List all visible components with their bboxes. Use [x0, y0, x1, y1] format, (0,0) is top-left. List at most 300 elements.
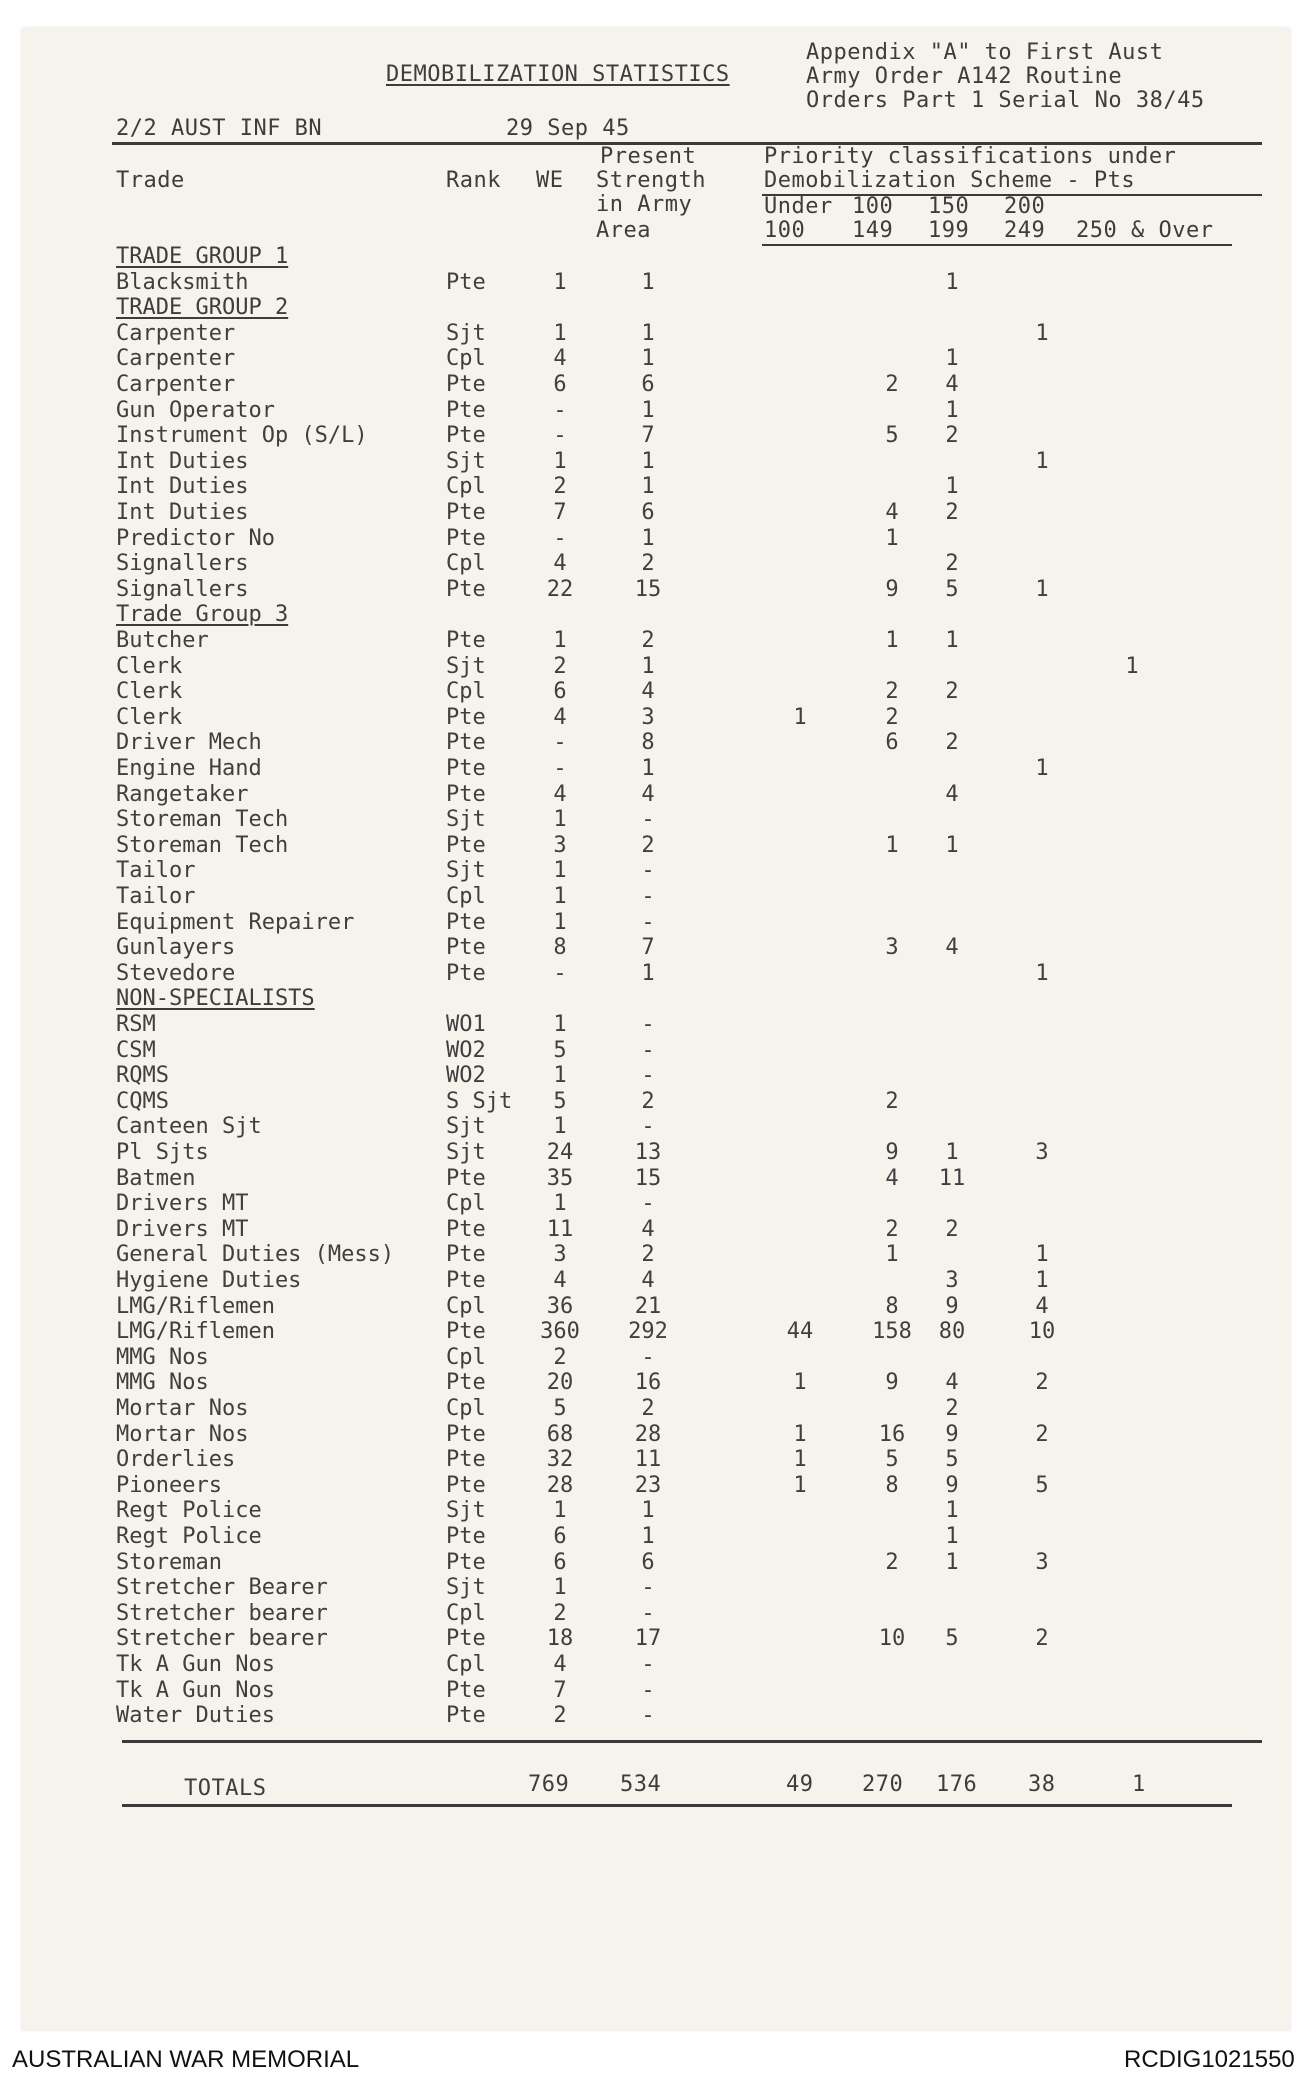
cell-we: 3 — [553, 1242, 567, 1267]
cell-we: 1 — [553, 1575, 567, 1600]
cell-band-3: 9 — [945, 1473, 959, 1498]
cell-rank: Pte — [446, 1268, 486, 1293]
cell-rank: Pte — [446, 270, 486, 295]
cell-band-2: 1 — [885, 833, 899, 858]
group-heading: Trade Group 3 — [116, 602, 289, 627]
cell-present: 3 — [641, 705, 655, 730]
cell-band-2: 5 — [885, 423, 899, 448]
table-row — [0, 884, 1313, 910]
cell-trade: Hygiene Duties — [116, 1268, 302, 1293]
cell-band-3: 5 — [945, 1447, 959, 1472]
cell-present: - — [641, 858, 655, 883]
cell-present: 4 — [641, 782, 655, 807]
cell-trade: Mortar Nos — [116, 1422, 249, 1447]
cell-rank: Cpl — [446, 346, 486, 371]
cell-rank: Pte — [446, 1473, 486, 1498]
cell-band-2: 2 — [885, 1217, 899, 1242]
cell-band-4: 3 — [1035, 1550, 1049, 1575]
cell-trade: Gun Operator — [116, 398, 275, 423]
cell-band-3: 4 — [945, 935, 959, 960]
cell-present: 6 — [641, 500, 655, 525]
footer-id: RCDIG1021550 — [1124, 2046, 1295, 2073]
band-2-bottom: 149 — [852, 218, 894, 243]
cell-trade: Storeman Tech — [116, 807, 289, 832]
totals-band-4: 38 — [1028, 1772, 1056, 1797]
cell-rank: Cpl — [446, 1652, 486, 1677]
cell-rank: WO1 — [446, 1012, 486, 1037]
cell-rank: Pte — [446, 961, 486, 986]
table-row — [0, 756, 1313, 782]
cell-rank: Pte — [446, 1166, 486, 1191]
cell-we: 1 — [553, 884, 567, 909]
cell-present: - — [641, 1652, 655, 1677]
table-row — [0, 1217, 1313, 1243]
table-row — [0, 1012, 1313, 1038]
cell-band-3: 11 — [938, 1166, 966, 1191]
cell-trade: Tk A Gun Nos — [116, 1678, 275, 1703]
cell-band-2: 2 — [885, 679, 899, 704]
table-row — [0, 398, 1313, 424]
table-row — [0, 1652, 1313, 1678]
cell-present: - — [641, 1114, 655, 1139]
cell-we: 2 — [553, 654, 567, 679]
cell-band-4: 1 — [1035, 321, 1049, 346]
cell-trade: Mortar Nos — [116, 1396, 249, 1421]
cell-band-2: 8 — [885, 1294, 899, 1319]
cell-trade: Carpenter — [116, 321, 236, 346]
cell-we: 6 — [553, 1524, 567, 1549]
cell-band-3: 2 — [945, 500, 959, 525]
cell-we: 7 — [553, 500, 567, 525]
band-1-top: Under — [764, 194, 833, 219]
cell-band-4: 2 — [1035, 1626, 1049, 1651]
cell-band-2: 5 — [885, 1447, 899, 1472]
cell-trade: Storeman — [116, 1550, 222, 1575]
cell-band-3: 1 — [945, 1498, 959, 1523]
cell-rank: WO2 — [446, 1038, 486, 1063]
cell-rank: Pte — [446, 423, 486, 448]
cell-trade: Instrument Op (S/L) — [116, 423, 368, 448]
cell-rank: Sjt — [446, 1114, 486, 1139]
cell-trade: Int Duties — [116, 474, 249, 499]
cell-rank: Cpl — [446, 1601, 486, 1626]
cell-band-4: 1 — [1035, 1242, 1049, 1267]
cell-band-4: 1 — [1035, 449, 1049, 474]
table-row — [0, 1524, 1313, 1550]
table-row — [0, 1498, 1313, 1524]
cell-present: - — [641, 1038, 655, 1063]
table-row — [0, 1268, 1313, 1294]
table-row — [0, 1396, 1313, 1422]
table-row — [0, 321, 1313, 347]
cell-trade: General Duties (Mess) — [116, 1242, 395, 1267]
group-heading: TRADE GROUP 2 — [116, 295, 289, 320]
cell-present: 1 — [641, 1498, 655, 1523]
cell-trade: Tailor — [116, 884, 196, 909]
cell-band-3: 1 — [945, 1524, 959, 1549]
cell-present: 1 — [641, 270, 655, 295]
cell-band-4: 5 — [1035, 1473, 1049, 1498]
table-row — [0, 346, 1313, 372]
group-heading: TRADE GROUP 1 — [116, 244, 289, 269]
cell-we: 4 — [553, 346, 567, 371]
cell-present: - — [641, 1063, 655, 1088]
totals-we: 769 — [528, 1772, 570, 1797]
table-row — [0, 1038, 1313, 1064]
table-row — [0, 1063, 1313, 1089]
appendix-line-3: Orders Part 1 Serial No 38/45 — [806, 88, 1205, 113]
cell-present: 28 — [634, 1422, 662, 1447]
cell-we: - — [553, 423, 567, 448]
cell-band-3: 1 — [945, 833, 959, 858]
cell-band-2: 2 — [885, 705, 899, 730]
cell-rank: Pte — [446, 730, 486, 755]
cell-we: 24 — [546, 1140, 574, 1165]
cell-band-3: 2 — [945, 423, 959, 448]
cell-we: - — [553, 756, 567, 781]
cell-rank: Pte — [446, 526, 486, 551]
cell-band-4: 2 — [1035, 1422, 1049, 1447]
cell-we: - — [553, 961, 567, 986]
appendix-line-2: Army Order A142 Routine — [806, 64, 1123, 89]
cell-present: 1 — [641, 654, 655, 679]
band-4-top: 200 — [1004, 194, 1046, 219]
table-row — [0, 679, 1313, 705]
cell-trade: Clerk — [116, 654, 183, 679]
cell-band-2: 9 — [885, 1140, 899, 1165]
cell-band-3: 1 — [945, 1140, 959, 1165]
cell-present: 7 — [641, 423, 655, 448]
cell-rank: Sjt — [446, 807, 486, 832]
cell-band-2: 9 — [885, 1370, 899, 1395]
table-row — [0, 782, 1313, 808]
cell-rank: WO2 — [446, 1063, 486, 1088]
cell-trade: Tk A Gun Nos — [116, 1652, 275, 1677]
cell-rank: Pte — [446, 1626, 486, 1651]
table-row — [0, 1473, 1313, 1499]
cell-rank: Cpl — [446, 679, 486, 704]
cell-we: 2 — [553, 1601, 567, 1626]
cell-trade: Batmen — [116, 1166, 196, 1191]
cell-present: - — [641, 1575, 655, 1600]
cell-band-3: 2 — [945, 1217, 959, 1242]
cell-present: 1 — [641, 398, 655, 423]
table-row — [0, 1140, 1313, 1166]
cell-band-2: 158 — [872, 1319, 912, 1344]
band-2-top: 100 — [852, 194, 894, 219]
table-row — [0, 807, 1313, 833]
cell-trade: Gunlayers — [116, 935, 236, 960]
cell-present: 1 — [641, 1524, 655, 1549]
cell-trade: Stretcher Bearer — [116, 1575, 328, 1600]
cell-present: 7 — [641, 935, 655, 960]
cell-trade: RQMS — [116, 1063, 169, 1088]
cell-band-3: 4 — [945, 782, 959, 807]
cell-rank: Pte — [446, 1447, 486, 1472]
cell-present: 1 — [641, 961, 655, 986]
cell-present: 11 — [634, 1447, 662, 1472]
cell-trade: LMG/Riflemen — [116, 1319, 275, 1344]
cell-trade: Stretcher bearer — [116, 1626, 328, 1651]
cell-present: 2 — [641, 833, 655, 858]
cell-band-3: 5 — [945, 577, 959, 602]
cell-band-2: 8 — [885, 1473, 899, 1498]
cell-present: - — [641, 1703, 655, 1728]
cell-band-1: 1 — [793, 1370, 807, 1395]
cell-band-4: 2 — [1035, 1370, 1049, 1395]
cell-band-2: 9 — [885, 577, 899, 602]
cell-present: 1 — [641, 321, 655, 346]
table-row — [0, 1114, 1313, 1140]
cell-present: 13 — [634, 1140, 662, 1165]
cell-band-2: 2 — [885, 372, 899, 397]
cell-rank: Pte — [446, 500, 486, 525]
cell-present: 2 — [641, 628, 655, 653]
cell-trade: MMG Nos — [116, 1370, 209, 1395]
cell-trade: Blacksmith — [116, 270, 249, 295]
cell-we: 18 — [546, 1626, 574, 1651]
cell-rank: Pte — [446, 833, 486, 858]
totals-band-5: 1 — [1132, 1772, 1146, 1797]
cell-trade: Clerk — [116, 679, 183, 704]
cell-trade: Int Duties — [116, 449, 249, 474]
cell-present: - — [641, 807, 655, 832]
table-row — [0, 654, 1313, 680]
table-row — [0, 1345, 1313, 1371]
cell-we: 1 — [553, 628, 567, 653]
cell-present: - — [641, 884, 655, 909]
band-3-top: 150 — [928, 194, 970, 219]
cell-band-4: 4 — [1035, 1294, 1049, 1319]
cell-we: - — [553, 526, 567, 551]
cell-rank: Pte — [446, 628, 486, 653]
cell-we: 8 — [553, 935, 567, 960]
cell-trade: Pioneers — [116, 1473, 222, 1498]
cell-band-2: 1 — [885, 628, 899, 653]
cell-band-1: 1 — [793, 1422, 807, 1447]
cell-we: 36 — [546, 1294, 574, 1319]
cell-band-4: 1 — [1035, 756, 1049, 781]
cell-rank: Sjt — [446, 1140, 486, 1165]
cell-we: 1 — [553, 858, 567, 883]
cell-rank: Cpl — [446, 1345, 486, 1370]
cell-rank: Sjt — [446, 449, 486, 474]
cell-trade: Regt Police — [116, 1524, 262, 1549]
appendix-line-1: Appendix "A" to First Aust — [806, 40, 1164, 65]
col-we: WE — [536, 168, 564, 193]
cell-present: 4 — [641, 1217, 655, 1242]
cell-rank: Pte — [446, 1703, 486, 1728]
cell-trade: Predictor No — [116, 526, 275, 551]
cell-rank: Pte — [446, 705, 486, 730]
cell-trade: Stretcher bearer — [116, 1601, 328, 1626]
cell-band-3: 1 — [945, 628, 959, 653]
cell-trade: Drivers MT — [116, 1191, 249, 1216]
cell-we: 1 — [553, 1114, 567, 1139]
table-row — [0, 577, 1313, 603]
cell-trade: Water Duties — [116, 1703, 275, 1728]
footer-source: AUSTRALIAN WAR MEMORIAL — [12, 2046, 360, 2073]
band-4-bottom: 249 — [1004, 218, 1046, 243]
cell-rank: Cpl — [446, 1396, 486, 1421]
cell-band-2: 1 — [885, 1242, 899, 1267]
col-rank: Rank — [446, 168, 501, 193]
cell-trade: Carpenter — [116, 346, 236, 371]
cell-trade: Equipment Repairer — [116, 910, 355, 935]
cell-trade: CSM — [116, 1038, 156, 1063]
cell-present: 1 — [641, 346, 655, 371]
table-row — [0, 500, 1313, 526]
document-title: DEMOBILIZATION STATISTICS — [386, 62, 730, 87]
totals-present: 534 — [620, 1772, 662, 1797]
cell-we: 1 — [553, 1498, 567, 1523]
cell-we: 1 — [553, 910, 567, 935]
cell-trade: LMG/Riflemen — [116, 1294, 275, 1319]
cell-trade: Driver Mech — [116, 730, 262, 755]
cell-trade: Storeman Tech — [116, 833, 289, 858]
cell-present: 15 — [634, 577, 662, 602]
cell-we: 2 — [553, 474, 567, 499]
cell-band-2: 3 — [885, 935, 899, 960]
cell-rank: Cpl — [446, 551, 486, 576]
col-present-2: Strength — [596, 168, 706, 193]
cell-trade: Canteen Sjt — [116, 1114, 262, 1139]
cell-present: - — [641, 1345, 655, 1370]
cell-trade: Tailor — [116, 858, 196, 883]
cell-we: 3 — [553, 833, 567, 858]
table-row — [0, 1191, 1313, 1217]
cell-present: 1 — [641, 526, 655, 551]
col-trade: Trade — [116, 168, 185, 193]
cell-band-3: 2 — [945, 679, 959, 704]
cell-band-3: 4 — [945, 372, 959, 397]
cell-we: 28 — [546, 1473, 574, 1498]
cell-we: 35 — [546, 1166, 574, 1191]
cell-band-3: 9 — [945, 1294, 959, 1319]
cell-present: - — [641, 1191, 655, 1216]
cell-band-4: 10 — [1028, 1319, 1056, 1344]
table-row — [0, 833, 1313, 859]
cell-band-3: 1 — [945, 346, 959, 371]
table-row — [0, 1089, 1313, 1115]
cell-band-3: 9 — [945, 1422, 959, 1447]
cell-we: 360 — [540, 1319, 580, 1344]
cell-present: 21 — [634, 1294, 662, 1319]
table-row — [0, 935, 1313, 961]
table-row — [0, 910, 1313, 936]
cell-rank: Sjt — [446, 321, 486, 346]
cell-present: 2 — [641, 1396, 655, 1421]
cell-rank: Cpl — [446, 884, 486, 909]
band-rule — [762, 244, 1232, 246]
cell-band-5: 1 — [1125, 654, 1139, 679]
cell-present: - — [641, 1012, 655, 1037]
cell-rank: Pte — [446, 1319, 486, 1344]
cell-rank: Pte — [446, 1678, 486, 1703]
cell-present: 15 — [634, 1166, 662, 1191]
cell-band-3: 2 — [945, 1396, 959, 1421]
cell-rank: Pte — [446, 1217, 486, 1242]
cell-present: 1 — [641, 449, 655, 474]
cell-present: 6 — [641, 1550, 655, 1575]
table-row — [0, 1550, 1313, 1576]
cell-trade: Pl Sjts — [116, 1140, 209, 1165]
cell-trade: MMG Nos — [116, 1345, 209, 1370]
table-row — [0, 423, 1313, 449]
cell-we: 7 — [553, 1678, 567, 1703]
col-present-3: in Army — [596, 192, 693, 217]
cell-we: 5 — [553, 1396, 567, 1421]
cell-band-4: 1 — [1035, 577, 1049, 602]
cell-band-3: 80 — [938, 1319, 966, 1344]
cell-we: 5 — [553, 1089, 567, 1114]
totals-band-2: 270 — [862, 1772, 904, 1797]
cell-rank: Sjt — [446, 858, 486, 883]
cell-trade: Butcher — [116, 628, 209, 653]
cell-present: 2 — [641, 1089, 655, 1114]
cell-band-2: 10 — [878, 1626, 906, 1651]
cell-rank: Pte — [446, 756, 486, 781]
cell-we: 4 — [553, 551, 567, 576]
cell-rank: Sjt — [446, 1498, 486, 1523]
cell-present: 6 — [641, 372, 655, 397]
cell-rank: Pte — [446, 935, 486, 960]
cell-we: 1 — [553, 321, 567, 346]
cell-we: 2 — [553, 1345, 567, 1370]
table-row — [0, 1575, 1313, 1601]
cell-we: 6 — [553, 372, 567, 397]
cell-rank: Pte — [446, 1422, 486, 1447]
band-5-bottom: 250 & Over — [1076, 218, 1214, 243]
table-row — [0, 1422, 1313, 1448]
cell-we: 1 — [553, 1063, 567, 1088]
cell-band-3: 1 — [945, 474, 959, 499]
cell-band-1: 1 — [793, 1473, 807, 1498]
cell-trade: Stevedore — [116, 961, 236, 986]
col-priority-1: Priority classifications under — [764, 144, 1177, 169]
cell-trade: Clerk — [116, 705, 183, 730]
document-date: 29 Sep 45 — [506, 116, 630, 141]
cell-band-2: 6 — [885, 730, 899, 755]
cell-rank: Pte — [446, 398, 486, 423]
table-row — [0, 628, 1313, 654]
cell-band-2: 2 — [885, 1550, 899, 1575]
table-row — [0, 1166, 1313, 1192]
cell-we: - — [553, 730, 567, 755]
cell-rank: Pte — [446, 1524, 486, 1549]
cell-rank: Pte — [446, 1370, 486, 1395]
table-row — [0, 1626, 1313, 1652]
cell-band-1: 1 — [793, 1447, 807, 1472]
table-row — [0, 270, 1313, 296]
cell-rank: Pte — [446, 910, 486, 935]
cell-rank: Pte — [446, 1550, 486, 1575]
cell-we: 1 — [553, 807, 567, 832]
totals-band-1: 49 — [786, 1772, 814, 1797]
cell-trade: Drivers MT — [116, 1217, 249, 1242]
cell-we: 4 — [553, 1268, 567, 1293]
totals-band-3: 176 — [936, 1772, 978, 1797]
cell-trade: Signallers — [116, 551, 249, 576]
cell-present: 292 — [628, 1319, 668, 1344]
col-present-4: Area — [596, 218, 651, 243]
cell-rank: Cpl — [446, 1294, 486, 1319]
cell-we: 1 — [553, 449, 567, 474]
cell-trade: Int Duties — [116, 500, 249, 525]
cell-we: 1 — [553, 1012, 567, 1037]
cell-we: 4 — [553, 782, 567, 807]
cell-band-3: 4 — [945, 1370, 959, 1395]
